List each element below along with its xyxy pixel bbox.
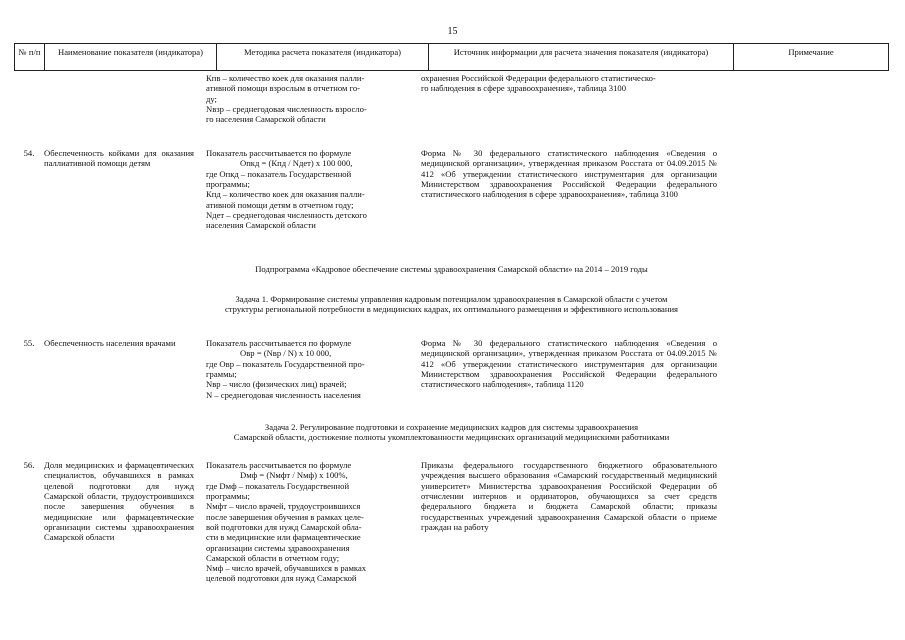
row54-source: Форма № 30 федерального статистического наблюдения «Сведения о медицинской организации», утвержденная приказом Росстата от 04.09.2015 № 412 «Об утверждении статистического инструментария для организации Министерством здравоохранения Российской Федерации федерального статистического наблюдения в сфере здравоохранения», таблица 3100 <box>421 148 717 200</box>
row56-method-line: целевой подготовки для нужд Самарской <box>206 573 357 584</box>
table-header <box>14 43 889 71</box>
row55-method <box>206 338 412 400</box>
row56-method-line: вой подготовки для нужд Самарской обла- <box>206 521 362 532</box>
cont-source-line: охранения Российской Федерации федерального статистическо- <box>421 73 656 83</box>
task2-title <box>14 422 889 443</box>
cont-source <box>421 73 717 94</box>
row54-formula: Опкд = (Кпд / Nдет) х 100 000, <box>240 158 353 169</box>
task1-line: Задача 1. Формирование системы управления кадровым потенциалом здравоохранения в Самарской области с учетом <box>235 294 668 304</box>
row54-method-line: где Опкд – показатель Государственной <box>206 168 352 179</box>
row56-num: 56. <box>23 460 35 470</box>
row54-name: Обеспеченность койками для оказания паллиативной помощи детям <box>44 148 194 169</box>
page-number: 15 <box>447 26 458 37</box>
row56-source: Приказы федерального государственного бюджетного образовательного учреждения высшего образования «Самарский государственный медицинский университет» Министерства здравоохранения Российской Федерации об отчислении интернов и ординаторов, обучающихся за счет средств федерального бюджета и бюджета Самарской области; приказы государственных учреждений здравоохранения Самарской области о приеме граждан на работу <box>421 460 717 532</box>
task1-line: структуры региональной потребности в медицинских кадрах, их оптимального размещения и эффективного использования <box>224 304 679 315</box>
row56-method-line: Nмф – число врачей, обучавшихся в рамках <box>206 563 367 574</box>
row54-method-line: Кпд – количество коек для оказания палли- <box>206 189 365 200</box>
row54-method-line: населения Самарской области <box>206 220 316 231</box>
row55-method-line: N – среднегодовая численность населения <box>206 389 361 400</box>
row56-method-line: программы; <box>206 490 250 501</box>
task1-title <box>14 294 889 315</box>
row54-method-line: программы; <box>206 178 250 189</box>
header-method: Методика расчета показателя (индикатора) <box>216 44 428 70</box>
header-name: Наименование показателя (индикатора) <box>44 44 216 70</box>
row56-method-line: Показатель рассчитывается по формуле <box>206 460 352 470</box>
row56-method-line: сти в медицинские или фармацевтические <box>206 532 361 543</box>
cont-method-line: ду; <box>206 93 217 104</box>
row54-method-line: Nдет – среднегодовая численность детского <box>206 209 367 220</box>
row55-method-line: где Овр – показатель Государственной про- <box>206 358 365 369</box>
cont-source-line: го наблюдения в сфере здравоохранения», таблица 3100 <box>421 83 626 94</box>
row56-name: Доля медицинских и фармацевтических специалистов, обучавшихся в рамках целевой подготовки для нужд Самарской области, трудоустроившихся после завершения обучения в медицинские или фармацевтические организации системы здравоохранения Самарской области <box>44 460 194 543</box>
header-note: Примечание <box>733 44 889 70</box>
row56-method-line: Nмфт – число врачей, трудоустроившихся <box>206 501 361 512</box>
row55-method-line: Nвр – число (физических лиц) врачей; <box>206 379 347 390</box>
subprogram-title: Подпрограмма «Кадровое обеспечение системы здравоохранения Самарской области» на 2014 – 2019 годы <box>255 264 648 274</box>
row55-method-line: Показатель рассчитывается по формуле <box>206 338 352 348</box>
row56-method <box>206 460 412 584</box>
row55-num: 55. <box>23 338 35 348</box>
row56-method-line: организации системы здравоохранения <box>206 542 350 553</box>
cont-method-line: Кпв – количество коек для оказания палли- <box>206 73 365 83</box>
row54-method <box>206 148 412 231</box>
cont-method-line: го населения Самарской области <box>206 114 326 125</box>
row54-num: 54. <box>23 148 35 158</box>
header-num: № п/п <box>14 44 44 70</box>
row55-formula: Овр = (Nвр / N) х 10 000, <box>240 348 332 359</box>
header-source: Источник информации для расчета значения показателя (индикатора) <box>428 44 733 70</box>
row56-method-line: Самарской области в отчетном году; <box>206 552 340 563</box>
row54-method-line: Показатель рассчитывается по формуле <box>206 148 352 158</box>
row55-method-line: граммы; <box>206 368 237 379</box>
row55-name: Обеспеченность населения врачами <box>44 338 176 348</box>
task2-line: Самарской области, достижение полноты укомплектованности медицинских организаций медицинскими работниками <box>233 432 670 443</box>
row56-formula: Dмф = (Nмфт / Nмф) х 100%, <box>240 470 348 481</box>
task2-line: Задача 2. Регулирование подготовки и сохранение медицинских кадров для системы здравоохранения <box>264 422 639 432</box>
cont-method-line: Nвзр – среднегодовая численность взросло- <box>206 103 367 114</box>
row54-method-line: ативной помощи детям в отчетном году; <box>206 199 354 210</box>
cont-method <box>206 73 412 125</box>
row56-method-line: после завершения обучения в рамках целе- <box>206 511 364 522</box>
cont-method-line: ативной помощи взрослым в отчетном го- <box>206 83 361 94</box>
row56-method-line: где Dмф – показатель Государственной <box>206 480 350 491</box>
row55-source: Форма № 30 федерального статистического наблюдения «Сведения о медицинской организации», утвержденная приказом Росстата от 04.09.2015 № 412 «Об утверждении статистического инструментария для организации Министерством здравоохранения Российской Федерации федерального статистического наблюдения», таблица 1120 <box>421 338 717 390</box>
